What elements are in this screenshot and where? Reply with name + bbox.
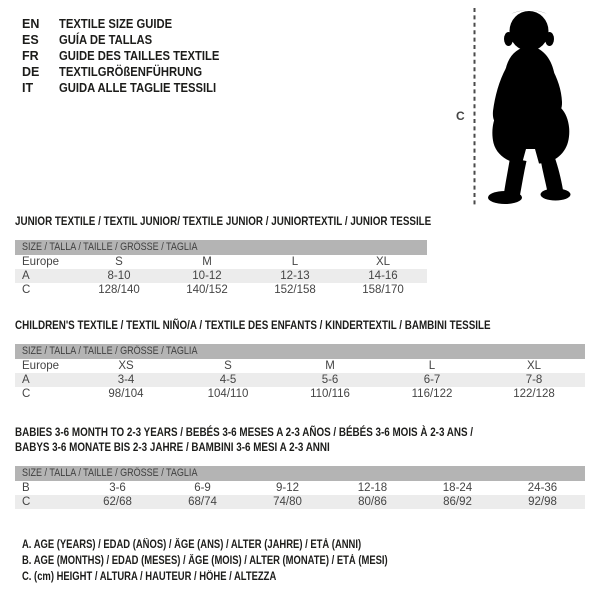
- table-cell: 122/128: [513, 388, 555, 400]
- table-cell: 4-5: [219, 374, 237, 386]
- size-header-text: SIZE / TALLA / TAILLE / GRÖSSE / TAGLIA: [22, 467, 198, 479]
- toddler-silhouette: [484, 8, 585, 208]
- table-cell: 3-6: [109, 482, 126, 494]
- table-cell: 5-6: [321, 374, 339, 386]
- children-size-table: [15, 318, 585, 401]
- size-header-bar: [15, 466, 585, 481]
- table-cell: 158/170: [362, 284, 404, 296]
- table-cell: 74/80: [273, 496, 302, 508]
- row-label: C: [22, 284, 31, 296]
- language-label: GUIDA ALLE TAGLIE TESSILI: [59, 81, 217, 95]
- table-row: [15, 373, 585, 387]
- table-cell: 6-9: [194, 482, 211, 494]
- table-row: [15, 359, 585, 373]
- language-code: DE: [22, 65, 40, 79]
- table-row: [15, 495, 585, 509]
- table-row: [15, 255, 427, 269]
- table-cell: 104/110: [207, 388, 249, 400]
- table-cell: 14-16: [368, 270, 398, 282]
- row-label: B: [22, 482, 30, 494]
- row-label: Europe: [22, 256, 60, 268]
- head: [510, 11, 549, 51]
- table-cell: 80/86: [358, 496, 387, 508]
- babies-size-table: [15, 425, 585, 509]
- height-dashed-line: [472, 7, 477, 208]
- legend-line-a: [22, 537, 468, 553]
- row-label: Europe: [22, 360, 60, 372]
- language-label: GUIDE DES TAILLES TEXTILE: [59, 49, 220, 63]
- language-code: EN: [22, 17, 40, 31]
- table-cell: 6-7: [423, 374, 441, 386]
- language-row-fr: [22, 48, 237, 64]
- table-cell: 10-12: [192, 270, 222, 282]
- table-row: [15, 269, 427, 283]
- table-cell: 92/98: [528, 496, 557, 508]
- table-row: [15, 283, 427, 297]
- row-label: A: [22, 270, 30, 282]
- legend-text: A. AGE (YEARS) / EDAD (AÑOS) / ÂGE (ANS) / ALTER (JAHRE) / ETÀ (ANNI): [22, 539, 362, 551]
- legend-text: B. AGE (MONTHS) / EDAD (MESES) / ÂGE (MOIS) / ALTER (MONATE) / ETÀ (MESI): [22, 555, 388, 567]
- table-cell: 152/158: [274, 284, 316, 296]
- table-cell: L: [291, 256, 299, 268]
- language-label: GUÍA DE TALLAS: [59, 33, 153, 47]
- table-cell: 24-36: [527, 482, 558, 494]
- table-cell: 9-12: [275, 482, 300, 494]
- table-cell: 140/152: [186, 284, 228, 296]
- table-title-text: BABIES 3-6 MONTH TO 2-3 YEARS / BEBÉS 3-6 MESES A 2-3 AÑOS / BÉBÉS 3-6 MOIS À 2-3 ANS /: [15, 425, 474, 439]
- table-cell: 128/140: [98, 284, 140, 296]
- language-code: FR: [22, 49, 39, 63]
- table-cell: S: [224, 360, 232, 372]
- language-row-es: [22, 32, 237, 48]
- table-row: [15, 387, 585, 401]
- legend-line-c: [22, 569, 468, 585]
- table-cell: S: [115, 256, 123, 268]
- legend-text: C. (cm) HEIGHT / ALTURA / HAUTEUR / HÖHE / ALTEZZA: [22, 571, 277, 583]
- table-cell: 116/122: [411, 388, 453, 400]
- table-title-text: JUNIOR TEXTILE / TEXTIL JUNIOR/ TEXTILE JUNIOR / JUNIORTEXTIL / JUNIOR TESSILE: [15, 214, 432, 228]
- language-row-de: [22, 64, 237, 80]
- table-title: [15, 214, 432, 229]
- table-cell: 7-8: [525, 374, 543, 386]
- size-header-bar: [15, 240, 427, 255]
- language-row-en: [22, 16, 237, 32]
- table-cell: M: [325, 360, 335, 372]
- table-cell: 3-4: [117, 374, 135, 386]
- height-measure-label: C: [456, 109, 465, 123]
- size-header-text: SIZE / TALLA / TAILLE / GRÖSSE / TAGLIA: [22, 241, 198, 253]
- table-title-block: [15, 318, 585, 333]
- table-title: [15, 440, 585, 455]
- table-title: [15, 318, 585, 333]
- table-title-text: CHILDREN'S TEXTILE / TEXTIL NIÑO/A / TEXTILE DES ENFANTS / KINDERTEXTIL / BAMBINI TESSILE: [15, 318, 491, 332]
- table-title-block: [15, 425, 585, 455]
- table-cell: 110/116: [310, 388, 350, 400]
- size-header-bar: [15, 344, 585, 359]
- table-cell: 18-24: [442, 482, 473, 494]
- table-cell: 68/74: [188, 496, 217, 508]
- table-row: [15, 481, 585, 495]
- table-cell: XL: [375, 256, 391, 268]
- table-cell: XL: [526, 360, 542, 372]
- measure-legend: [22, 537, 468, 585]
- language-label: TEXTILGRÖßENFÜHRUNG: [59, 65, 203, 79]
- table-title: [15, 425, 585, 440]
- table-cell: M: [202, 256, 212, 268]
- language-code: IT: [22, 81, 34, 95]
- size-header-text: SIZE / TALLA / TAILLE / GRÖSSE / TAGLIA: [22, 345, 198, 357]
- table-cell: 98/104: [108, 388, 144, 400]
- table-title-text: BABYS 3-6 MONATE BIS 2-3 JAHRE / BAMBINI 3-6 MESI A 2-3 ANNI: [15, 440, 330, 454]
- row-label: C: [22, 496, 31, 508]
- table-cell: 12-13: [280, 270, 310, 282]
- table-cell: 12-18: [357, 482, 388, 494]
- row-label: A: [22, 374, 30, 386]
- language-row-it: [22, 80, 237, 96]
- table-cell: 62/68: [103, 496, 132, 508]
- table-cell: 86/92: [443, 496, 472, 508]
- table-title-block: [15, 214, 432, 229]
- table-cell: XS: [118, 360, 134, 372]
- table-cell: 8-10: [107, 270, 131, 282]
- junior-size-table: [15, 214, 432, 297]
- language-code: ES: [22, 33, 39, 47]
- language-label: TEXTILE SIZE GUIDE: [59, 17, 173, 31]
- table-cell: L: [428, 360, 436, 372]
- language-title-block: [22, 16, 237, 96]
- row-label: C: [22, 388, 31, 400]
- legend-line-b: [22, 553, 468, 569]
